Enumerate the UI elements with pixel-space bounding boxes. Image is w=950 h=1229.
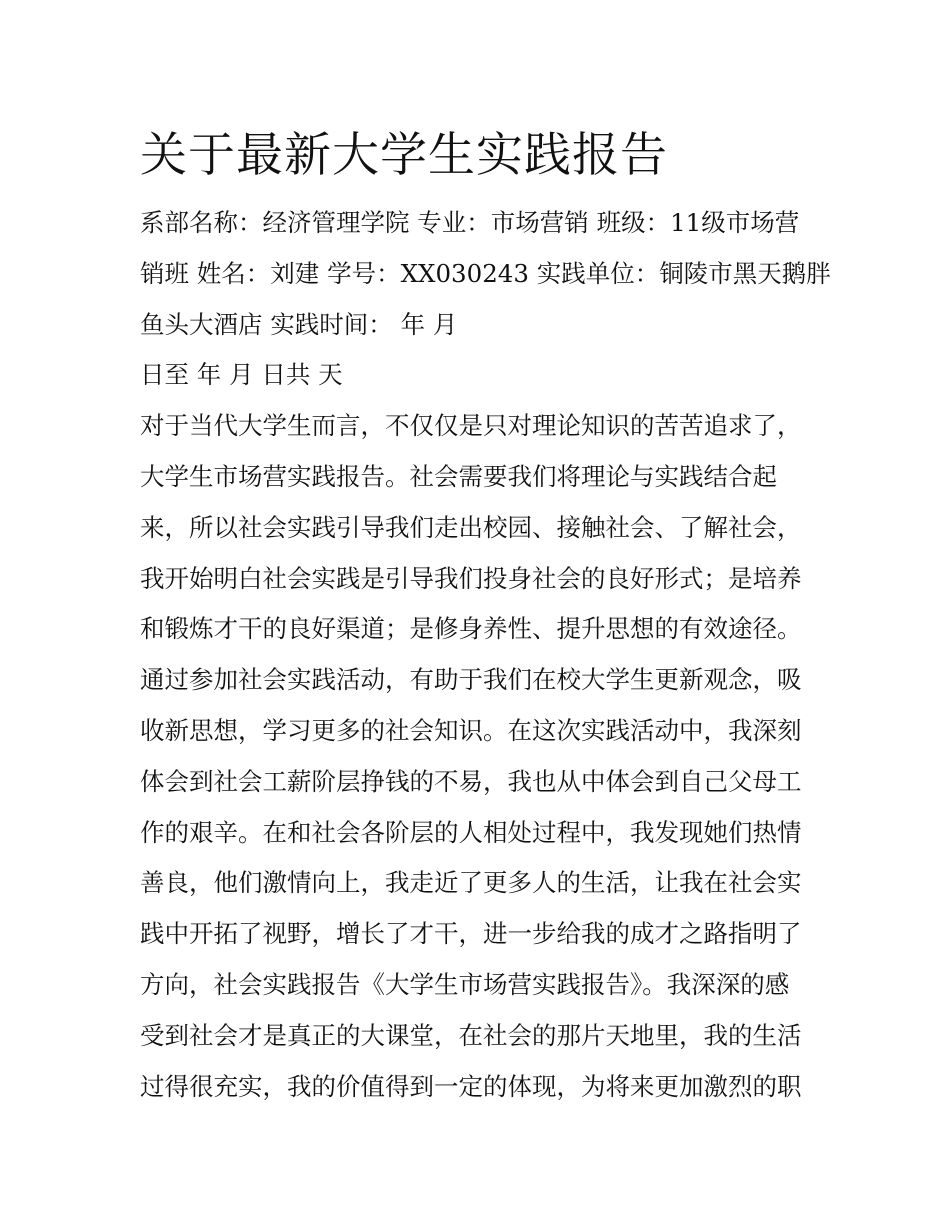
document-body — [140, 205, 831, 1119]
text-line: 销班 姓名：刘建 学号：XX030243 实践单位：铜陵市黑天鹅胖 — [140, 258, 831, 288]
text-line: 对于当代大学生而言，不仅仅是只对理论知识的苦苦追求了， — [140, 411, 802, 441]
text-line: 善良，他们激情向上，我走近了更多人的生活，让我在社会实 — [140, 868, 802, 898]
text-line: 践中开拓了视野，增长了才干，进一步给我的成才之路指明了 — [140, 919, 802, 949]
text-line: 作的艰辛。在和社会各阶层的人相处过程中，我发现她们热情 — [140, 817, 802, 847]
text-line: 我开始明白社会实践是引导我们投身社会的良好形式；是培养 — [140, 563, 802, 593]
text-line: 日至 年 月 日共 天 — [140, 360, 343, 390]
text-line: 来，所以社会实践引导我们走出校园、接触社会、了解社会， — [140, 512, 802, 542]
text-line: 鱼头大酒店 实践时间： 年 月 — [140, 309, 458, 339]
text-line: 体会到社会工薪阶层挣钱的不易，我也从中体会到自己父母工 — [140, 766, 802, 796]
text-line: 收新思想，学习更多的社会知识。在这次实践活动中，我深刻 — [140, 715, 802, 745]
page-title: 关于最新大学生实践报告 — [140, 128, 668, 183]
text-line: 系部名称：经济管理学院 专业：市场营销 班级：11级市场营 — [140, 208, 800, 237]
text-line: 通过参加社会实践活动，有助于我们在校大学生更新观念，吸 — [140, 665, 802, 695]
text-line: 过得很充实，我的价值得到一定的体现，为将来更加激烈的职 — [140, 1071, 802, 1101]
text-line: 受到社会才是真正的大课堂，在社会的那片天地里，我的生活 — [140, 1020, 802, 1050]
text-line: 大学生市场营实践报告。社会需要我们将理论与实践结合起 — [140, 461, 777, 491]
text-line: 和锻炼才干的良好渠道；是修身养性、提升思想的有效途径。 — [140, 614, 802, 644]
text-line: 方向，社会实践报告《大学生市场营实践报告》。我深深的感 — [140, 969, 790, 999]
